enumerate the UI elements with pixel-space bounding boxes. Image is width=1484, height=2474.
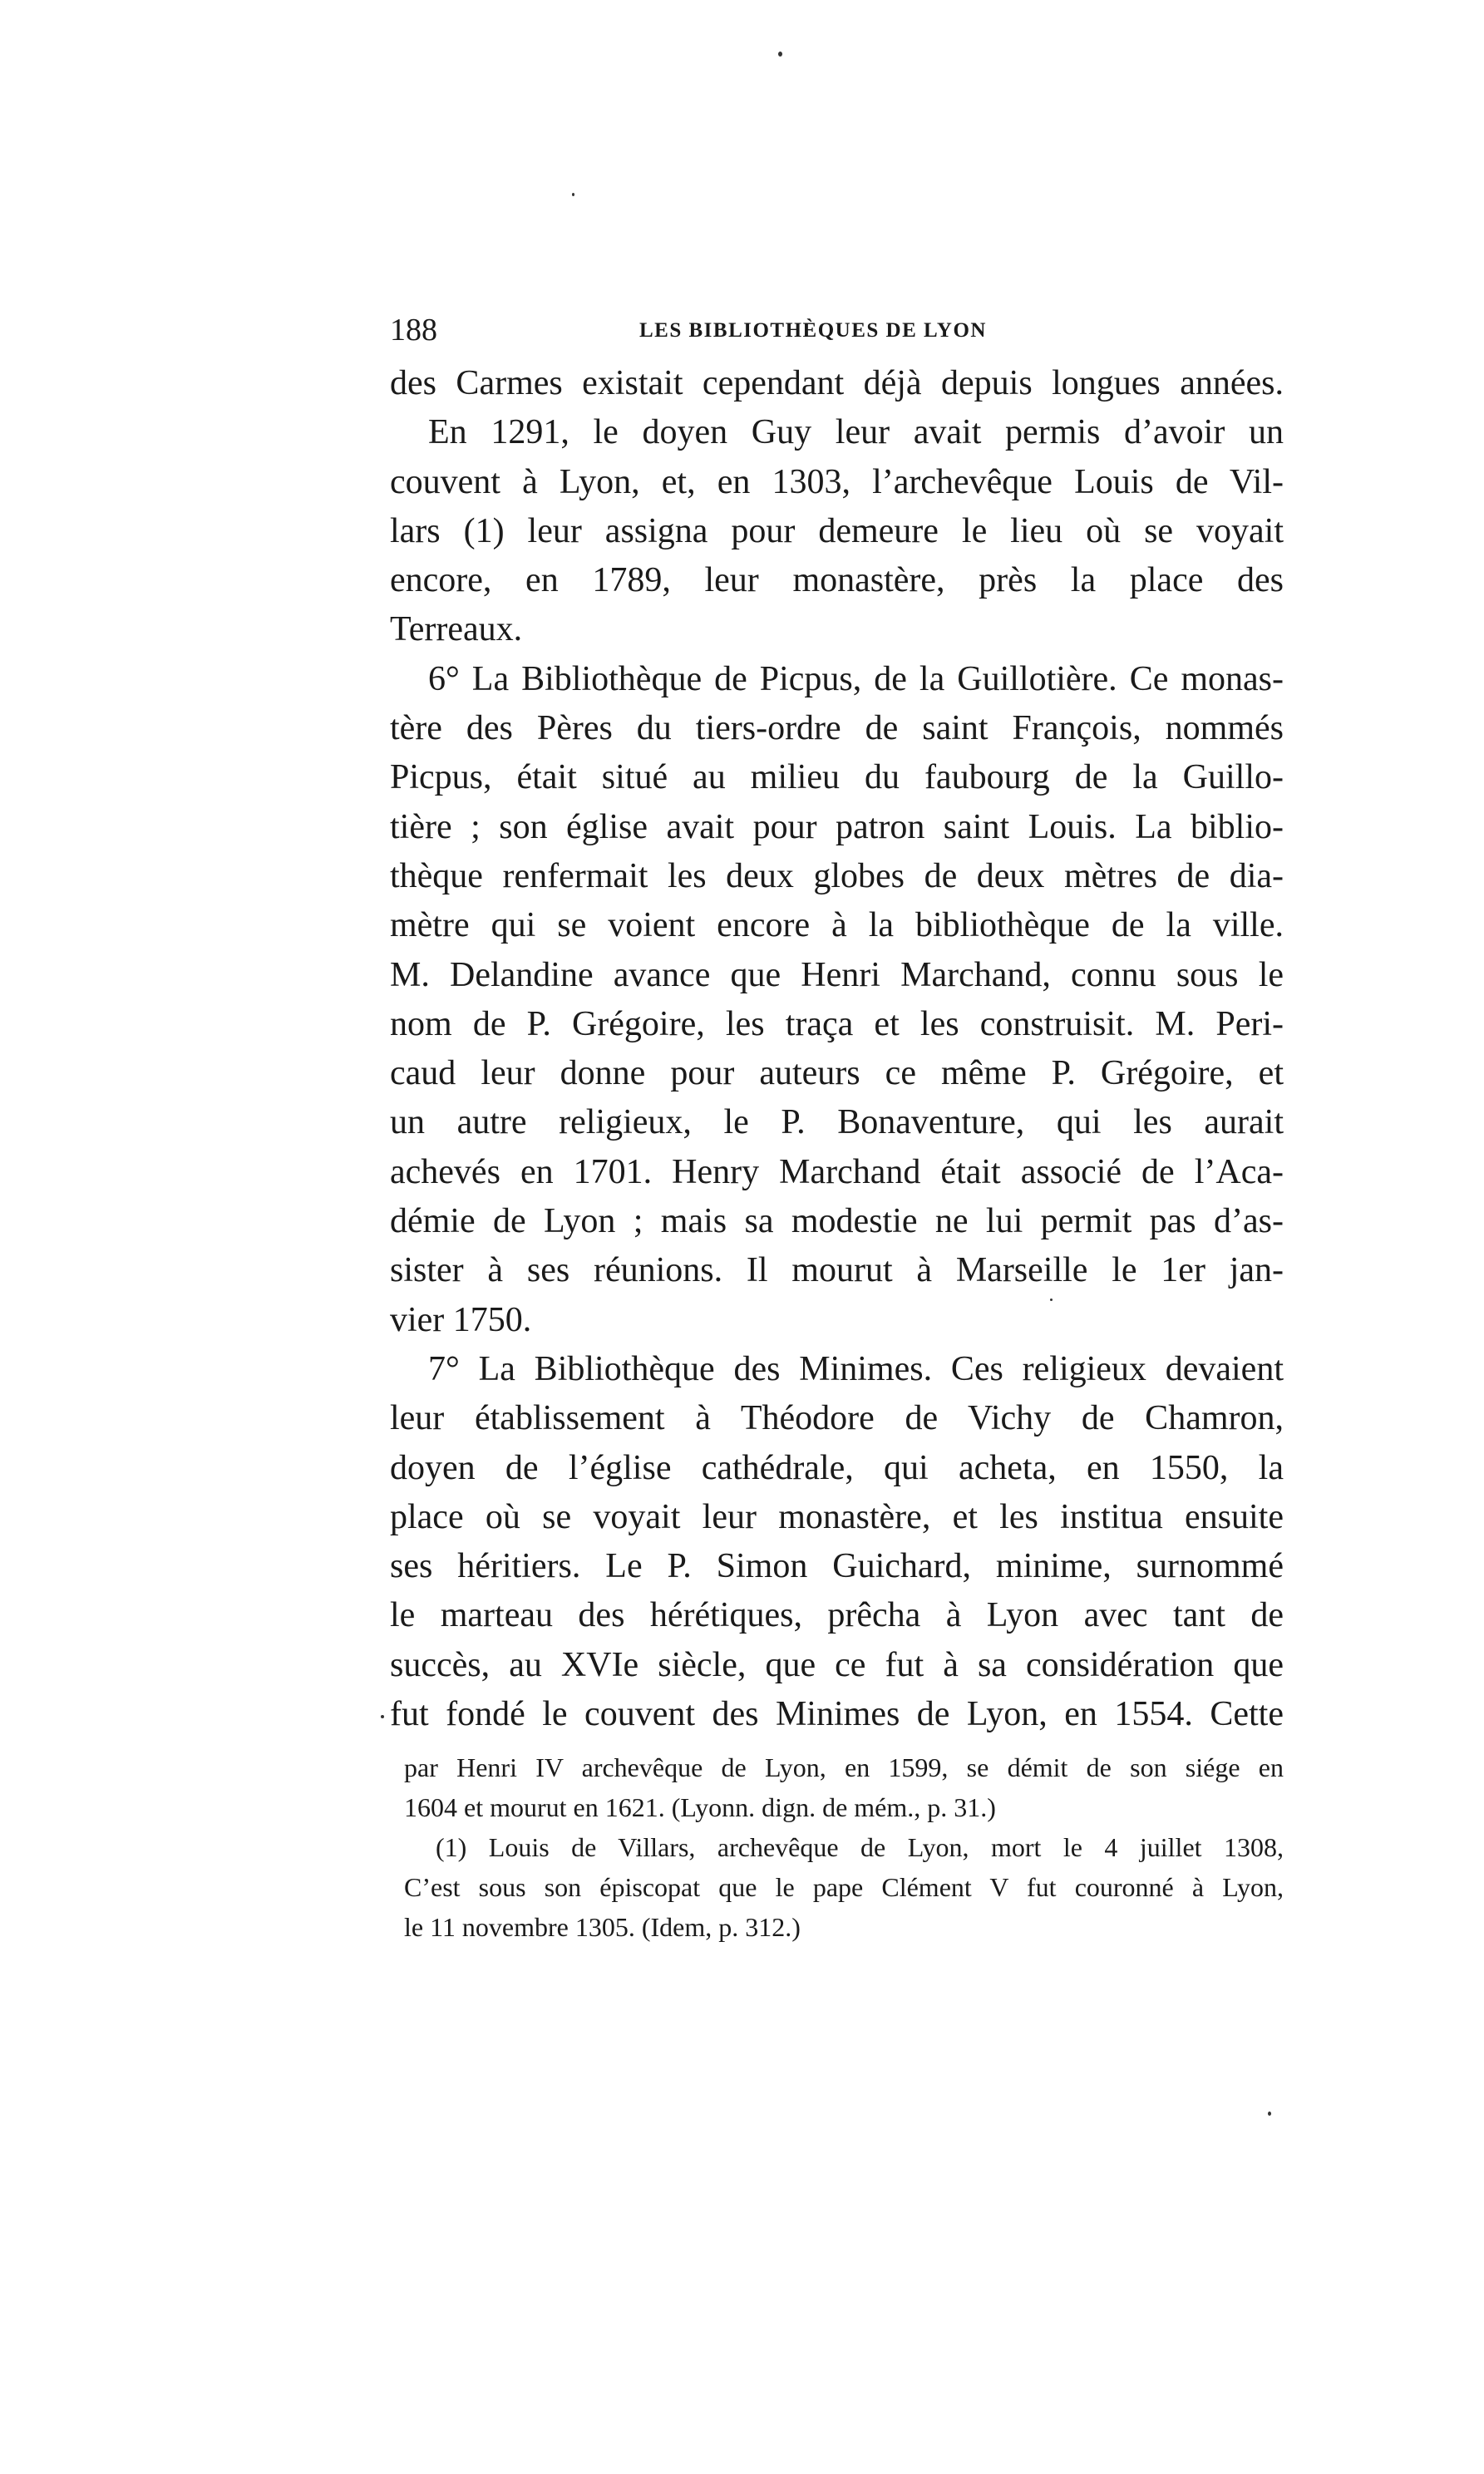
text-line: nom de P. Grégoire, les traça et les construisit. M. Peri-	[390, 1004, 1284, 1043]
text-line: un autre religieux, le P. Bonaventure, qui les aurait	[390, 1103, 1284, 1142]
ink-speck	[1268, 2112, 1271, 2116]
footnote-line: 1604 et mourut en 1621. (Lyonn. dign. de mém., p. 31.)	[404, 1792, 996, 1822]
text-line: tère des Pères du tiers-ordre de saint François, nommés	[390, 709, 1284, 748]
text-line: 7° La Bibliothèque des Minimes. Ces religieux devaient	[428, 1349, 1284, 1388]
text-line: doyen de l’église cathédrale, qui acheta, en 1550, la	[390, 1448, 1284, 1487]
footnotes	[404, 1747, 1284, 1947]
text-line: 6° La Bibliothèque de Picpus, de la Guillotière. Ce monas-	[428, 659, 1284, 698]
running-head: LES BIBLIOTHÈQUES DE LYON	[639, 319, 987, 342]
text-line: leur établissement à Théodore de Vichy de Chamron,	[390, 1399, 1284, 1438]
text-line: des Carmes existait cependant déjà depuis longues années.	[390, 364, 1284, 402]
text-line: Picpus, était situé au milieu du faubourg de la Guillo-	[390, 758, 1284, 797]
text-line: sister à ses réunions. Il mourut à Marseille le 1er jan-	[390, 1251, 1284, 1290]
text-line: vier 1750.	[390, 1300, 532, 1339]
text-line: achevés en 1701. Henry Marchand était associé de l’Aca-	[390, 1152, 1284, 1191]
footnote-line: par Henri IV archevêque de Lyon, en 1599, se démit de son siége en	[404, 1752, 1284, 1782]
text-line: ses héritiers. Le P. Simon Guichard, minime, surnommé	[390, 1547, 1284, 1586]
footnote-line: C’est sous son épiscopat que le pape Clément V fut couronné à Lyon,	[404, 1872, 1284, 1902]
text-line: le marteau des hérétiques, prêcha à Lyon avec tant de	[390, 1596, 1284, 1635]
text-line: succès, au XVIe siècle, que ce fut à sa considération que	[390, 1645, 1284, 1684]
text-line: couvent à Lyon, et, en 1303, l’archevêque Louis de Vil-	[390, 462, 1284, 501]
ink-speck	[381, 1715, 384, 1718]
page-number: 188	[390, 313, 437, 347]
text-line: thèque renfermait les deux globes de deux mètres de dia-	[390, 856, 1284, 895]
text-line: M. Delandine avance que Henri Marchand, connu sous le	[390, 955, 1284, 994]
text-line: place où se voyait leur monastère, et les institua ensuite	[390, 1497, 1284, 1536]
text-line: tière ; son église avait pour patron saint Louis. La biblio-	[390, 807, 1284, 846]
text-line: caud leur donne pour auteurs ce même P. Grégoire, et	[390, 1054, 1284, 1093]
text-line: démie de Lyon ; mais sa modestie ne lui permit pas d’as-	[390, 1202, 1284, 1241]
text-line: Terreaux.	[390, 610, 523, 649]
text-line: fut fondé le couvent des Minimes de Lyon, en 1554. Cette	[390, 1695, 1284, 1734]
text-line: lars (1) leur assigna pour demeure le lieu où se voyait	[390, 511, 1284, 550]
body-text	[390, 359, 1284, 1739]
ink-speck	[778, 52, 782, 57]
footnote-line: (1) Louis de Villars, archevêque de Lyon, mort le 4 juillet 1308,	[436, 1832, 1284, 1862]
page-header	[390, 309, 1284, 351]
footnote-line: le 11 novembre 1305. (Idem, p. 312.)	[404, 1912, 801, 1942]
text-line: En 1291, le doyen Guy leur avait permis d’avoir un	[428, 413, 1284, 452]
text-line: mètre qui se voient encore à la bibliothèque de la ville.	[390, 906, 1284, 945]
text-line: encore, en 1789, leur monastère, près la place des	[390, 561, 1284, 600]
ink-speck	[572, 193, 574, 196]
